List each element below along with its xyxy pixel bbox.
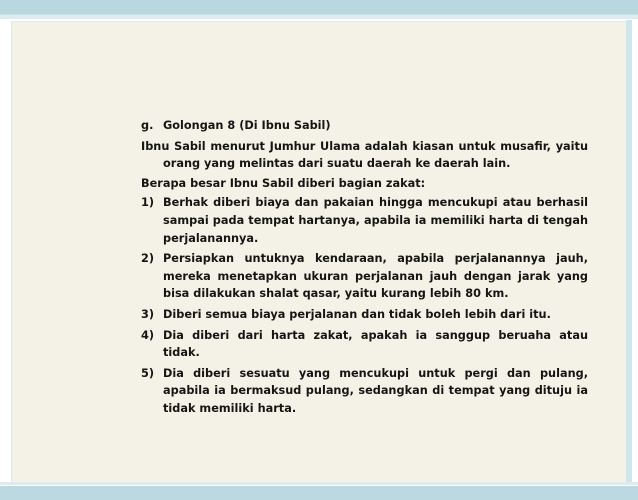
list-item [141,365,588,418]
zakat-list [141,194,588,417]
list-text: Berhak diberi biaya dan pakaian hingga mencukupi atau berhasil sampai pada tempat hartanya, apabila ia memiliki harta di tengah perjalanannya. [163,196,588,245]
right-decoration-strip [626,20,632,484]
list-item [141,306,588,324]
definition-paragraph: Ibnu Sabil menurut Jumhur Ulama adalah kiasan untuk musafir, yaitu orang yang melintas dari suatu daerah ke daerah lain. [141,139,588,171]
list-number: 4) [141,328,155,342]
top-decoration-line [0,15,638,19]
bottom-decoration-band [0,486,638,500]
list-item [141,327,588,362]
list-text: Dia diberi sesuatu yang mencukupi untuk pergi dan pulang, apabila ia bermaksud pulang, sedangkan di tempat yang dituju ia tidak memiliki harta. [163,366,588,415]
slide-content [141,117,588,421]
question-paragraph: Berapa besar Ibnu Sabil diberi bagian zakat: [141,176,426,190]
list-text: Persiapkan untuknya kendaraan, apabila perjalanannya jauh, mereka menetapkan ukuran perjalanan jauh dengan jarak yang bisa dilakukan shalat qasar, yaitu kurang lebih 80 km. [163,252,588,301]
list-text: Dia diberi dari harta zakat, apakah ia sanggup beruaha atau tidak. [163,328,588,360]
list-number: 1) [141,196,155,210]
list-item [141,250,588,303]
list-text: Diberi semua biaya perjalanan dan tidak boleh lebih dari itu. [163,307,551,321]
section-heading [141,117,588,135]
list-number: 3) [141,307,155,321]
top-decoration-band [0,0,638,15]
list-item [141,194,588,247]
bottom-decoration-line [0,482,638,485]
heading-letter: g. [141,119,154,132]
heading-text: Golongan 8 (Di Ibnu Sabil) [163,119,331,132]
list-number: 2) [141,252,155,266]
list-number: 5) [141,366,155,380]
